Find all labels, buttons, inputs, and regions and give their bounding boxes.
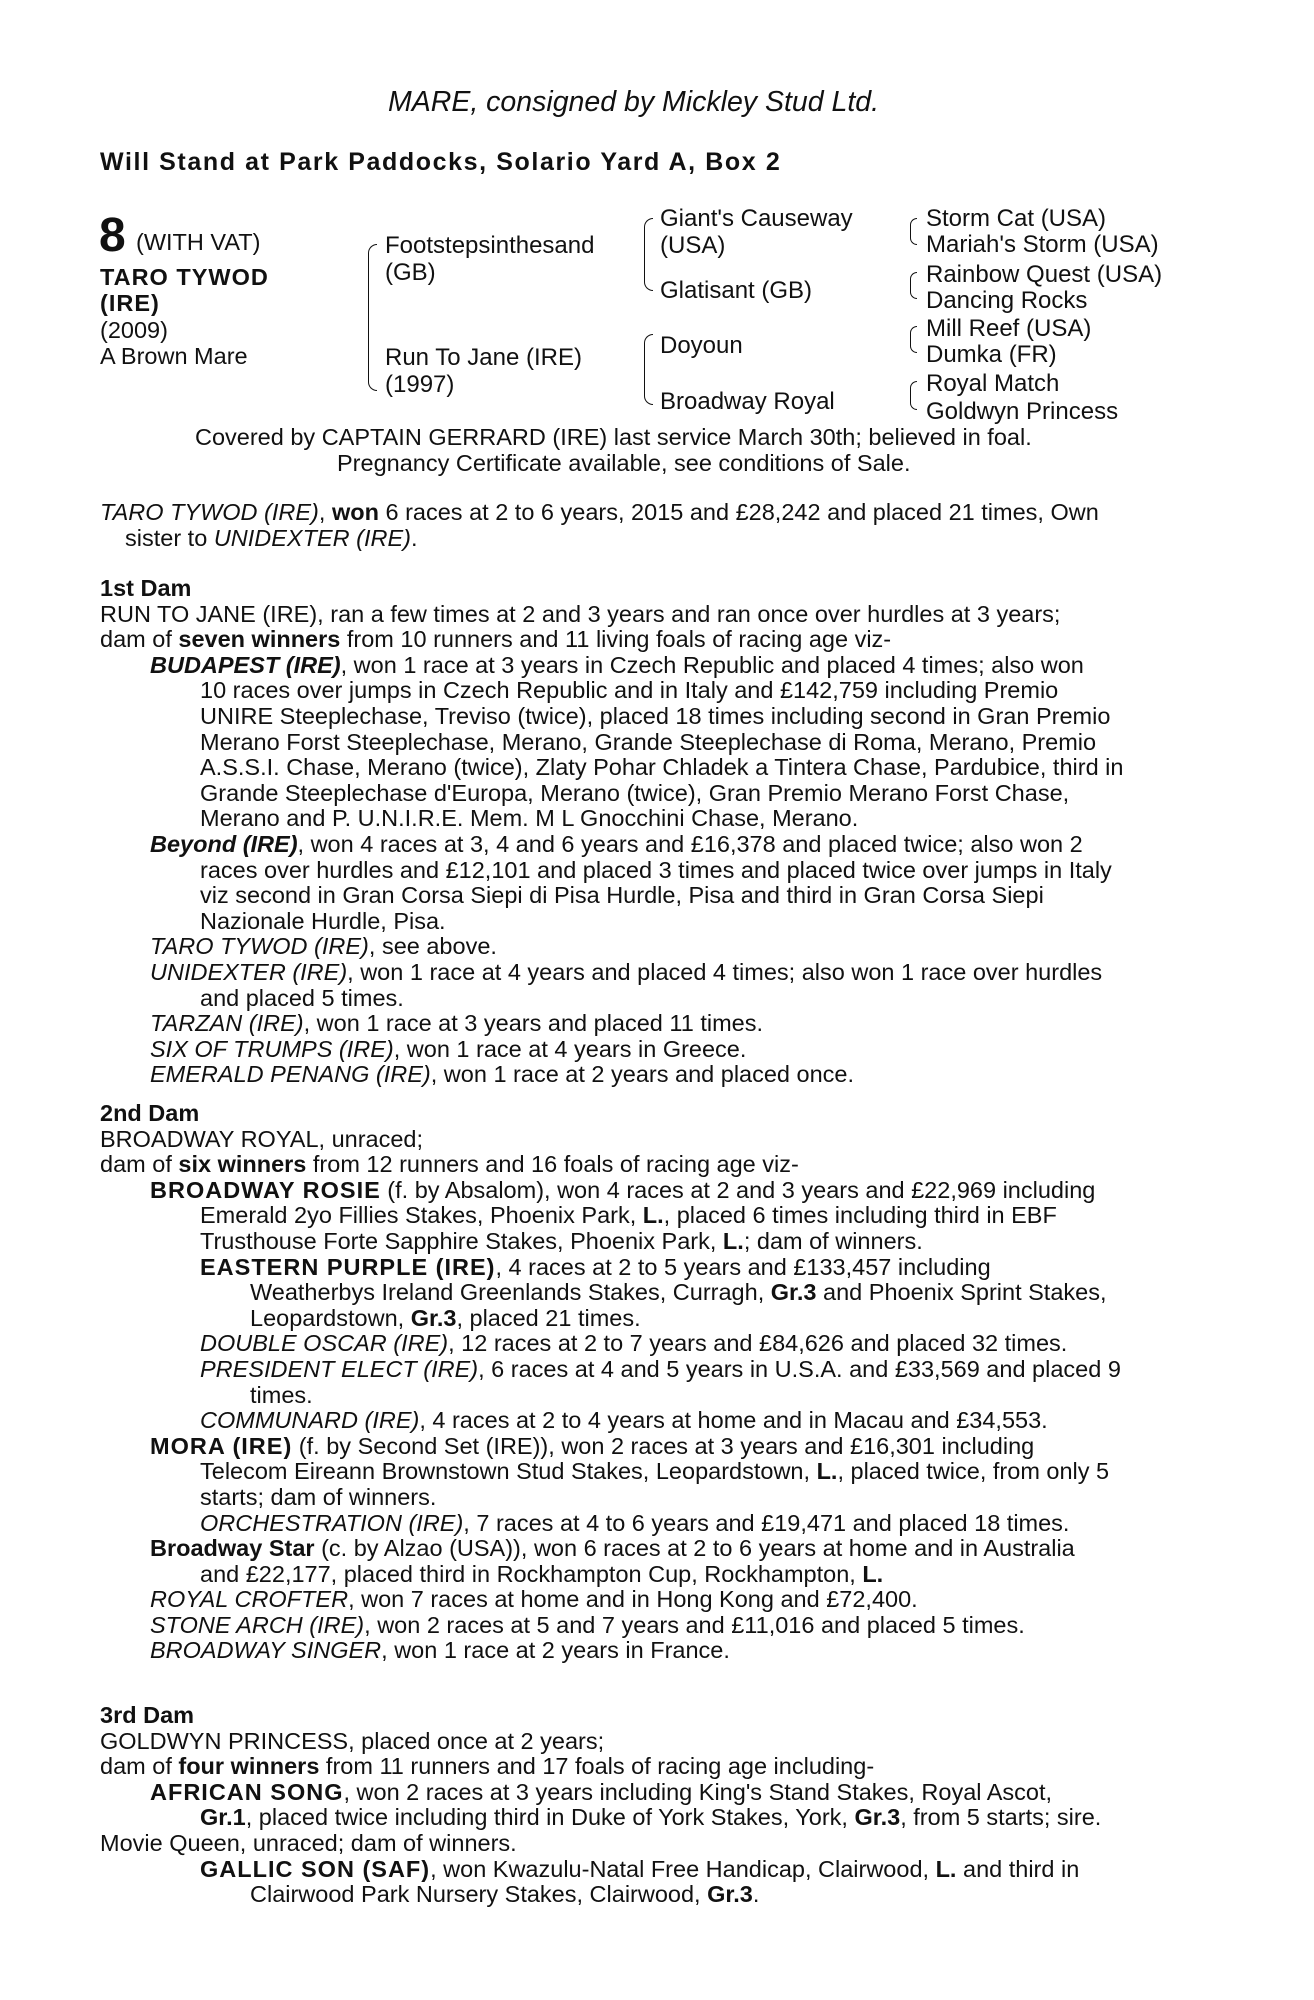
g-bracket-4t — [910, 381, 917, 396]
horse-name: BUDAPEST (IRE) — [150, 651, 341, 678]
text: , won 1 race at 2 years in France. — [381, 1637, 730, 1664]
winners-count: six winners — [178, 1151, 307, 1178]
horse-name: SIX OF TRUMPS (IRE) — [150, 1035, 394, 1062]
g-bracket-1t — [910, 218, 917, 232]
text: Nazionale Hurdle, Pisa. — [200, 907, 446, 934]
text: Clairwood Park Nursery Stakes, Clairwood, — [250, 1881, 708, 1908]
progeny-broadway-star — [100, 1536, 1200, 1587]
ped-sire: Footstepsinthesand — [385, 232, 595, 259]
progeny-six-of-trumps — [100, 1037, 1200, 1063]
horse-name: GALLIC SON (SAF) — [200, 1855, 431, 1882]
winners-count: four winners — [178, 1753, 320, 1780]
text: , won 7 races at home and in Hong Kong and £72,400. — [348, 1586, 918, 1613]
text: Merano and P. U.N.I.R.E. Mem. M L Gnocchini Chase, Merano. — [200, 805, 859, 832]
progeny-taro — [100, 934, 1200, 960]
horse-name: COMMUNARD (IRE) — [200, 1407, 420, 1434]
progeny-unidexter — [100, 960, 1200, 1011]
progeny-broadway-rosie — [100, 1178, 1200, 1255]
horse-name: PRESIDENT ELECT (IRE) — [200, 1355, 479, 1382]
g-bracket-2t — [910, 272, 917, 286]
text: and Phoenix Sprint Stakes, — [816, 1279, 1107, 1306]
g-bracket-2b — [910, 285, 917, 299]
progeny-budapest — [100, 653, 1200, 832]
horse-name: Broadway Star — [150, 1535, 315, 1562]
ped-dsd: Dumka (FR) — [926, 341, 1057, 368]
text: Leopardstown, — [250, 1304, 411, 1331]
first-dam-section — [100, 576, 1200, 1088]
listed-mark: L. — [642, 1202, 664, 1229]
text: races over hurdles and £12,101 and placed 3 times and placed twice over jumps in Italy — [200, 856, 1112, 883]
pregnancy-line: Pregnancy Certificate available, see conditions of Sale. — [337, 450, 911, 476]
text: viz second in Gran Corsa Siepi di Pisa Hurdle, Pisa and third in Gran Corsa Siepi — [200, 882, 1044, 909]
dam-bracket — [368, 334, 377, 391]
horse-name: Beyond (IRE) — [150, 830, 298, 857]
third-dam-heading: 3rd Dam — [100, 1702, 195, 1728]
text: , placed twice, from only 5 — [837, 1458, 1110, 1485]
covering-line: Covered by CAPTAIN GERRARD (IRE) last service March 30th; believed in foal. — [195, 424, 1032, 450]
text: and third in — [956, 1855, 1080, 1882]
group-mark: Gr.3 — [410, 1304, 457, 1331]
progeny-royal-crofter — [100, 1587, 1200, 1613]
ped-dam-year: (1997) — [385, 371, 455, 398]
ped-dam: Run To Jane (IRE) — [385, 344, 582, 371]
progeny-double-oscar — [100, 1331, 1200, 1357]
horse-name: BROADWAY ROSIE — [150, 1176, 381, 1203]
third-dam-line1: GOLDWYN PRINCESS, placed once at 2 years; — [100, 1727, 605, 1754]
text: and £22,177, placed third in Rockhampton Cup, Rockhampton, — [200, 1560, 863, 1587]
location-line: Will Stand at Park Paddocks, Solario Yard A, Box 2 — [100, 148, 782, 176]
text: A.S.S.I. Chase, Merano (twice), Zlaty Pohar Chladek a Tintera Chase, Pardubice, third in — [200, 754, 1124, 781]
text: , 4 races at 2 to 5 years and £133,457 including — [495, 1253, 991, 1280]
horse-name: STONE ARCH (IRE) — [150, 1611, 365, 1638]
listed-mark: L. — [816, 1458, 838, 1485]
progeny-gallic-son — [100, 1857, 1200, 1908]
text: dam of — [100, 1753, 179, 1780]
progeny-tarzan — [100, 1011, 1200, 1037]
group-mark: Gr.3 — [854, 1804, 901, 1831]
third-dam-section — [100, 1703, 1200, 1908]
lot-name: TARO TYWOD — [100, 264, 269, 290]
progeny-beyond — [100, 832, 1200, 934]
text: , 12 races at 2 to 7 years and £84,626 and placed 32 times. — [448, 1330, 1068, 1357]
ped-sds: Rainbow Quest (USA) — [926, 261, 1163, 288]
text: Merano Forst Steeplechase, Merano, Grande Steeplechase di Roma, Merano, Premio — [200, 728, 1097, 755]
text: . — [752, 1881, 760, 1908]
text: Trusthouse Forte Sapphire Stakes, Phoenix Park, — [200, 1227, 723, 1254]
listed-mark: L. — [862, 1560, 884, 1587]
text: 10 races over jumps in Czech Republic and in Italy and £142,759 including Premio — [200, 677, 1059, 704]
g-bracket-3t — [910, 326, 917, 340]
text: , won 1 race at 4 years in Greece. — [393, 1035, 747, 1062]
intro-sep: , — [318, 499, 332, 525]
text: dam of — [100, 626, 179, 653]
text: from 11 runners and 17 foals of racing age including- — [319, 1753, 875, 1780]
text: , 4 races at 2 to 4 years at home and in Macau and £34,553. — [419, 1407, 1048, 1434]
progeny-eastern-purple — [100, 1255, 1200, 1332]
intro-l2-name: UNIDEXTER (IRE) — [213, 524, 411, 551]
lot-country: (IRE) — [100, 290, 160, 316]
ss-bracket-bottom — [644, 260, 653, 291]
text: , won 1 race at 2 years and placed once. — [430, 1061, 855, 1088]
ds-bracket-bottom — [644, 374, 653, 405]
ped-ss-country: (USA) — [660, 232, 726, 259]
horse-name: DOUBLE OSCAR (IRE) — [200, 1330, 449, 1357]
text: , won Kwazulu-Natal Free Handicap, Clairwood, — [430, 1855, 936, 1882]
group-mark: Gr.1 — [200, 1804, 246, 1831]
intro-paragraph — [100, 500, 1200, 551]
progeny-mora — [100, 1434, 1200, 1511]
text: , won 1 race at 3 years in Czech Republic and placed 4 times; also won — [340, 651, 1084, 678]
lot-year: (2009) — [100, 317, 168, 343]
progeny-african-song — [100, 1780, 1200, 1831]
text: Grande Steeplechase d'Europa, Merano (twice), Gran Premio Merano Forst Chase, — [200, 779, 1070, 806]
intro-l1: 6 races at 2 to 6 years, 2015 and £28,242 and placed 21 times, Own — [378, 499, 1099, 525]
horse-name: ORCHESTRATION (IRE) — [200, 1509, 464, 1536]
text: UNIRE Steeplechase, Treviso (twice), placed 18 times including second in Gran Premio — [200, 702, 1111, 729]
second-dam-section — [100, 1101, 1200, 1664]
horse-name: EMERALD PENANG (IRE) — [150, 1061, 431, 1088]
horse-name: EASTERN PURPLE (IRE) — [200, 1253, 496, 1280]
text: , see above. — [368, 933, 497, 960]
ped-dd: Broadway Royal — [660, 388, 835, 415]
text: and placed 5 times. — [200, 984, 404, 1011]
intro-l2-end: . — [410, 524, 418, 551]
text: , won 4 races at 3, 4 and 6 years and £16,378 and placed twice; also won 2 — [297, 830, 1083, 857]
progeny-stone-arch — [100, 1613, 1200, 1639]
movie-queen-line: Movie Queen, unraced; dam of winners. — [100, 1829, 517, 1856]
text: , placed 21 times. — [456, 1304, 641, 1331]
ped-ssd: Mariah's Storm (USA) — [926, 231, 1159, 258]
horse-name: MORA (IRE) — [150, 1432, 293, 1459]
lot-description: A Brown Mare — [100, 343, 248, 369]
text: , placed 6 times including third in EBF — [663, 1202, 1057, 1229]
text: , won 2 races at 3 years including King's Stand Stakes, Royal Ascot, — [343, 1778, 1053, 1805]
winners-count: seven winners — [178, 626, 341, 653]
first-dam-line1: RUN TO JANE (IRE), ran a few times at 2 and 3 years and ran once over hurdles at 3 years; — [100, 600, 1061, 627]
ped-ss: Giant's Causeway — [660, 205, 853, 232]
g-bracket-3b — [910, 339, 917, 353]
ss-bracket-top — [644, 218, 653, 261]
progeny-communard — [100, 1408, 1200, 1434]
listed-mark: L. — [935, 1855, 957, 1882]
page-title: MARE, consigned by Mickley Stud Ltd. — [388, 86, 880, 118]
text: , placed twice including third in Duke of York Stakes, York, — [245, 1804, 855, 1831]
horse-name: ROYAL CROFTER — [150, 1586, 349, 1613]
text: , 6 races at 4 and 5 years in U.S.A. and £33,569 and placed 9 — [478, 1355, 1121, 1382]
sire-bracket — [368, 244, 377, 335]
g-bracket-1b — [910, 231, 917, 245]
text: starts; dam of winners. — [200, 1483, 437, 1510]
horse-name: TARZAN (IRE) — [150, 1010, 304, 1037]
ped-dds: Royal Match — [926, 370, 1060, 397]
listed-mark: L. — [722, 1227, 744, 1254]
text: from 12 runners and 16 foals of racing age viz- — [306, 1151, 799, 1178]
progeny-orchestration — [100, 1511, 1200, 1537]
text: , from 5 starts; sire. — [900, 1804, 1102, 1831]
g-bracket-4b — [910, 395, 917, 410]
vat-note: (WITH VAT) — [136, 229, 261, 255]
intro-l2-pre: sister to — [125, 524, 214, 551]
intro-won: won — [331, 499, 379, 525]
text: times. — [250, 1381, 313, 1408]
horse-name: UNIDEXTER (IRE) — [150, 958, 348, 985]
text: Emerald 2yo Fillies Stakes, Phoenix Park, — [200, 1202, 643, 1229]
text: Telecom Eireann Brownstown Stud Stakes, Leopardstown, — [200, 1458, 817, 1485]
horse-name: AFRICAN SONG — [150, 1778, 344, 1805]
ds-bracket-top — [644, 334, 653, 375]
ped-ds: Doyoun — [660, 332, 743, 359]
second-dam-line2 — [100, 1152, 1200, 1178]
ped-sdd: Dancing Rocks — [926, 287, 1088, 314]
progeny-emerald-penang — [100, 1062, 1200, 1088]
text: , 7 races at 4 to 6 years and £19,471 and placed 18 times. — [463, 1509, 1070, 1536]
lot-number: 8 — [99, 209, 126, 262]
ped-ddd: Goldwyn Princess — [926, 398, 1119, 425]
ped-sire-country: (GB) — [385, 259, 436, 286]
progeny-broadway-singer — [100, 1638, 1200, 1664]
progeny-president-elect — [100, 1357, 1200, 1408]
text: , won 2 races at 5 and 7 years and £11,016 and placed 5 times. — [364, 1611, 1025, 1638]
second-dam-line1: BROADWAY ROYAL, unraced; — [100, 1125, 424, 1152]
group-mark: Gr.3 — [707, 1881, 753, 1908]
horse-name: TARO TYWOD (IRE) — [150, 933, 369, 960]
third-dam-line2 — [100, 1754, 1200, 1780]
group-mark: Gr.3 — [770, 1279, 817, 1306]
text: (f. by Second Set (IRE)), won 2 races at 3 years and £16,301 including — [292, 1432, 1035, 1459]
text: (f. by Absalom), won 4 races at 2 and 3 years and £22,969 including — [380, 1176, 1096, 1203]
ped-sd: Glatisant (GB) — [660, 277, 813, 304]
text: dam of — [100, 1151, 179, 1178]
horse-name: BROADWAY SINGER — [150, 1637, 382, 1664]
second-dam-heading: 2nd Dam — [100, 1100, 200, 1126]
text: from 10 runners and 11 living foals of racing age viz- — [340, 626, 892, 653]
ped-dss: Mill Reef (USA) — [926, 315, 1092, 342]
text: (c. by Alzao (USA)), won 6 races at 2 to 6 years at home and in Australia — [314, 1535, 1075, 1562]
text: , won 1 race at 3 years and placed 11 times. — [303, 1010, 763, 1037]
first-dam-heading: 1st Dam — [100, 575, 192, 601]
text: Weatherbys Ireland Greenlands Stakes, Curragh, — [250, 1279, 771, 1306]
intro-name: TARO TYWOD (IRE) — [100, 499, 319, 525]
text: ; dam of winners. — [743, 1227, 923, 1254]
first-dam-line2 — [100, 627, 1200, 653]
ped-sss: Storm Cat (USA) — [926, 205, 1107, 232]
text: , won 1 race at 4 years and placed 4 times; also won 1 race over hurdles — [347, 958, 1103, 985]
